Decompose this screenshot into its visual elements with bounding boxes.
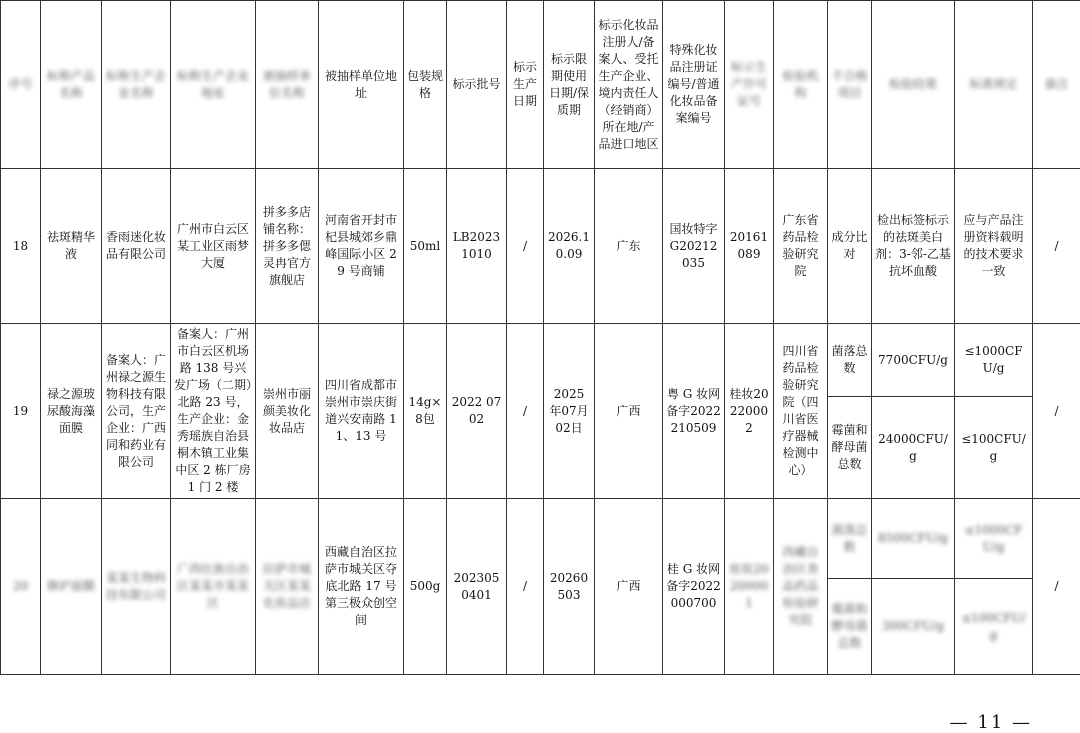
expiry-date: 2025 年07月 02日 (544, 324, 595, 499)
remark: / (1033, 169, 1080, 324)
remark: / (1033, 499, 1080, 675)
header-cell: 标称生产企业地址 (171, 1, 256, 169)
standard: ≤1000CFU/g (955, 499, 1033, 579)
company-name: 香雨迷化妆品有限公司 (102, 169, 171, 324)
sampled-unit: 崇州市丽颜美妆化妆品店 (256, 324, 319, 499)
production-date: / (507, 169, 544, 324)
failed-item: 菌落总数 (828, 324, 872, 397)
row-number: 18 (1, 169, 41, 324)
failed-item: 霉菌和酵母菌总数 (828, 579, 872, 675)
header-cell: 标准规定 (955, 1, 1033, 169)
batch-number: 2023050401 (447, 499, 507, 675)
header-cell: 检验机构 (774, 1, 828, 169)
row-number: 20 (1, 499, 41, 675)
header-cell: 标称生产企业名称 (102, 1, 171, 169)
sampled-unit: 拼多多店铺名称：拼多多偲灵冉官方旗舰店 (256, 169, 319, 324)
testing-lab: 西藏自治区食品药品检验研究院 (774, 499, 828, 675)
batch-number: LB20231010 (447, 169, 507, 324)
region: 广西 (595, 499, 663, 675)
standard: ≤1000CFU/g (955, 324, 1033, 397)
registration-number: 桂 G 妆网备字2022000700 (663, 499, 725, 675)
region: 广西 (595, 324, 663, 499)
header-cell: 特殊化妆品注册证编号/普通化妆品备案编号 (663, 1, 725, 169)
header-cell: 标称产品名称 (41, 1, 102, 169)
page-number: — 11 — (950, 712, 1032, 733)
header-cell: 被抽样单位名称 (256, 1, 319, 169)
sampled-address: 四川省成都市崇州市崇庆街道兴安南路 11、13 号 (319, 324, 404, 499)
sampled-address: 西藏自治区拉萨市城关区夺底北路 17 号第三极众创空间 (319, 499, 404, 675)
header-cell: 标示批号 (447, 1, 507, 169)
test-result: 检出标签标示的祛斑美白剂：3-邻-乙基抗坏血酸 (872, 169, 955, 324)
company-name: 备案人：广州禄之源生物科技有限公司，生产企业：广西同和药业有限公司 (102, 324, 171, 499)
production-date: / (507, 499, 544, 675)
license-number: 20161089 (725, 169, 774, 324)
standard: ≤100CFU/g (955, 397, 1033, 499)
package-spec: 14g×8包 (404, 324, 447, 499)
test-result: 24000CFU/g (872, 397, 955, 499)
product-name: 修护面膜 (41, 499, 102, 675)
sampled-unit: 拉萨市城关区某某化妆品店 (256, 499, 319, 675)
product-name: 禄之源玻尿酸海藻面膜 (41, 324, 102, 499)
test-result: 8500CFU/g (872, 499, 955, 579)
table-row (1, 324, 1080, 397)
company-address: 广州市白云区某工业区雨梦大厦 (171, 169, 256, 324)
company-address: 广西壮族自治区某某市某某区 (171, 499, 256, 675)
region: 广东 (595, 169, 663, 324)
header-cell: 被抽样单位地址 (319, 1, 404, 169)
table-row (1, 499, 1080, 579)
header-cell: 标示生产许可证号 (725, 1, 774, 169)
table-row (1, 169, 1080, 324)
package-spec: 50ml (404, 169, 447, 324)
remark: / (1033, 324, 1080, 499)
header-row (1, 1, 1080, 169)
test-result: 300CFU/g (872, 579, 955, 675)
failed-item: 霉菌和酵母菌总数 (828, 397, 872, 499)
standard: 应与产品注册资料载明的技术要求一致 (955, 169, 1033, 324)
header-cell: 标示化妆品注册人/备案人、受托生产企业、境内责任人（经销商）所在地/产品进口地区 (595, 1, 663, 169)
header-cell: 备注 (1033, 1, 1080, 169)
expiry-date: 20260503 (544, 499, 595, 675)
product-name: 祛斑精华液 (41, 169, 102, 324)
row-number: 19 (1, 324, 41, 499)
company-name: 某某生物科技有限公司 (102, 499, 171, 675)
header-cell: 不合格项目 (828, 1, 872, 169)
batch-number: 2022 07 02 (447, 324, 507, 499)
failed-item: 成分比对 (828, 169, 872, 324)
standard: ≤100CFU/g (955, 579, 1033, 675)
testing-lab: 四川省药品检验研究院（四川省医疗器械检测中心） (774, 324, 828, 499)
registration-number: 粤 G 妆网备字2022210509 (663, 324, 725, 499)
license-number: 桂妆20200001 (725, 499, 774, 675)
testing-lab: 广东省药品检验研究院 (774, 169, 828, 324)
header-cell: 标示生产日期 (507, 1, 544, 169)
sampled-address: 河南省开封市杞县城郊乡鼎峰国际小区 29 号商铺 (319, 169, 404, 324)
company-address: 备案人：广州市白云区机场路 138 号兴发广场（二期）北路 23 号，生产企业：金秀瑶族自治县桐木镇工业集中区 2 栋厂房 1 门 2 楼 (171, 324, 256, 499)
header-cell: 检验结果 (872, 1, 955, 169)
test-result: 7700CFU/g (872, 324, 955, 397)
registration-number: 国妆特字G20212035 (663, 169, 725, 324)
expiry-date: 2026.10.09 (544, 169, 595, 324)
license-number: 桂妆20220002 (725, 324, 774, 499)
package-spec: 500g (404, 499, 447, 675)
header-cell: 标示限期使用日期/保质期 (544, 1, 595, 169)
header-cell: 序号 (1, 1, 41, 169)
header-cell: 包装规格 (404, 1, 447, 169)
production-date: / (507, 324, 544, 499)
failed-item: 菌落总数 (828, 499, 872, 579)
